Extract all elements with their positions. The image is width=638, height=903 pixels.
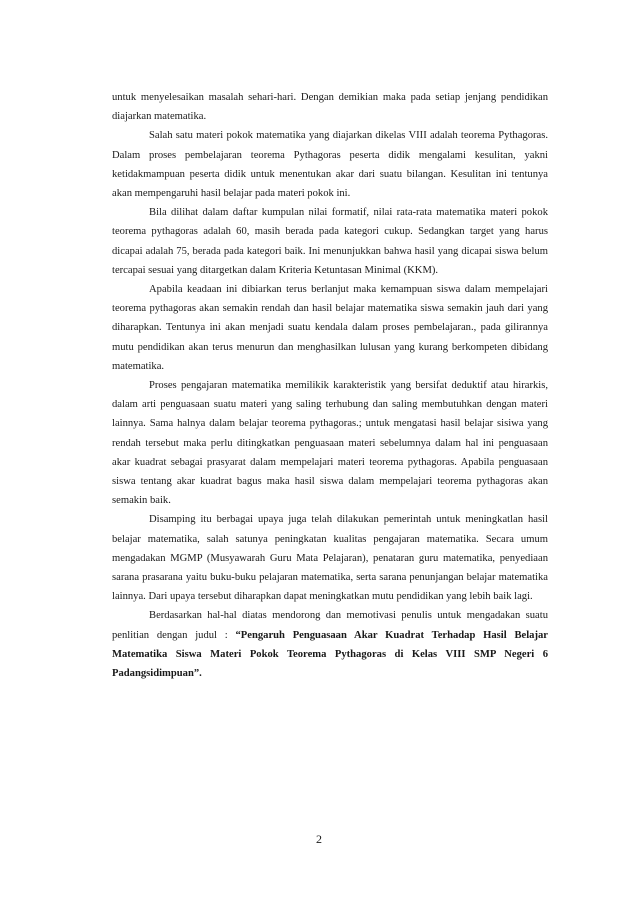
body-text	[112, 88, 548, 683]
paragraph-teaching-process: Proses pengajaran matematika memilikik karakteristik yang bersifat deduktif atau hirarkis, dalam arti penguasaan suatu materi yang saling terhubung dan saling membutuhkan dengan materi lainnya. Sama halnya dalam belajar teorema pythagoras.; untuk mengatasi hasil belajar sisiwa yang rendah tersebut maka perlu ditingkatkan penguasaan materi sebelumnya dalam hal ini penguasaan akar kuadrat sebagai prasyarat dalam mempelajari materi teorema pythagoras. Apabila penguasaan siswa tentang akar kuadrat bagus maka hasil siswa dalam mempelajari teorema pythagoras akan semakin baik.	[112, 380, 548, 507]
paragraph-government-efforts: Disamping itu berbagai upaya juga telah dilakukan pemerintah untuk meningkatlan hasil belajar matematika, salah satunya peningkatan kualitas pengajaran matematika. Secara umum mengadakan MGMP (Musyawarah Guru Mata Pelajaran), penataran guru matematika, penyediaan sarana prasarana yaitu buku-buku pelajaran matematika, serta sarana penunjangan belajar matematika lainnya. Dari upaya tersebut diharapkan dapat meningkatkan mutu pendidikan yang lebih baik lagi.	[112, 514, 548, 603]
page-number: 2	[316, 832, 322, 846]
paragraph-formative-scores: Bila dilihat dalam daftar kumpulan nilai formatif, nilai rata-rata matematika materi pokok teorema pythagoras adalah 60, masih berada pada kategori cukup. Sedangkan target yang harus dicapai adalah 75, berada pada kategori baik. Ini menunjukkan bahwa hasil yang dicapai siswa belum tercapai sesuai yang ditargetkan dalam Kriteria Ketuntasan Minimal (KKM).	[112, 207, 548, 276]
paragraph-pythagoras-material: Salah satu materi pokok matematika yang diajarkan dikelas VIII adalah teorema Pythagoras. Dalam proses pembelajaran teorema Pythagoras peserta didik mengalami kesulitan, yakni ketidakmampuan peserta didik untuk menentukan akar dari suatu bilangan. Kesulitan ini tentunya akan mempengaruhi hasil belajar pada materi pokok ini.	[112, 130, 548, 200]
research-intro-text: Berdasarkan hal-hal diatas mendorong dan memotivasi penulis untuk mengadakan suatu penlitian dengan judul :	[112, 610, 548, 641]
paragraph-research-title	[112, 606, 548, 683]
paragraph-continuation: untuk menyelesaikan masalah sehari-hari. Dengan demikian maka pada setiap jenjang pendidikan diajarkan matematika.	[112, 92, 548, 123]
paragraph-consequences: Apabila keadaan ini dibiarkan terus berlanjut maka kemampuan siswa dalam mempelajari teorema pythagoras akan semakin rendah dan hasil belajar matematika siswa semakin jauh dari yang diharapkan. Tentunya ini akan menjadi suatu kendala dalam proses pembelajaran., pada gilirannya mutu pendidikan akan terus menurun dan menghasilkan lulusan yang kurang berkompeten dibidang matematika.	[112, 284, 548, 372]
research-title-bold: “Pengaruh Penguasaan Akar Kuadrat Terhadap Hasil Belajar Matematika Siswa Materi Pokok Teorema Pythagoras di Kelas VIII SMP Negeri 6 Padangsidimpuan”.	[112, 629, 548, 680]
